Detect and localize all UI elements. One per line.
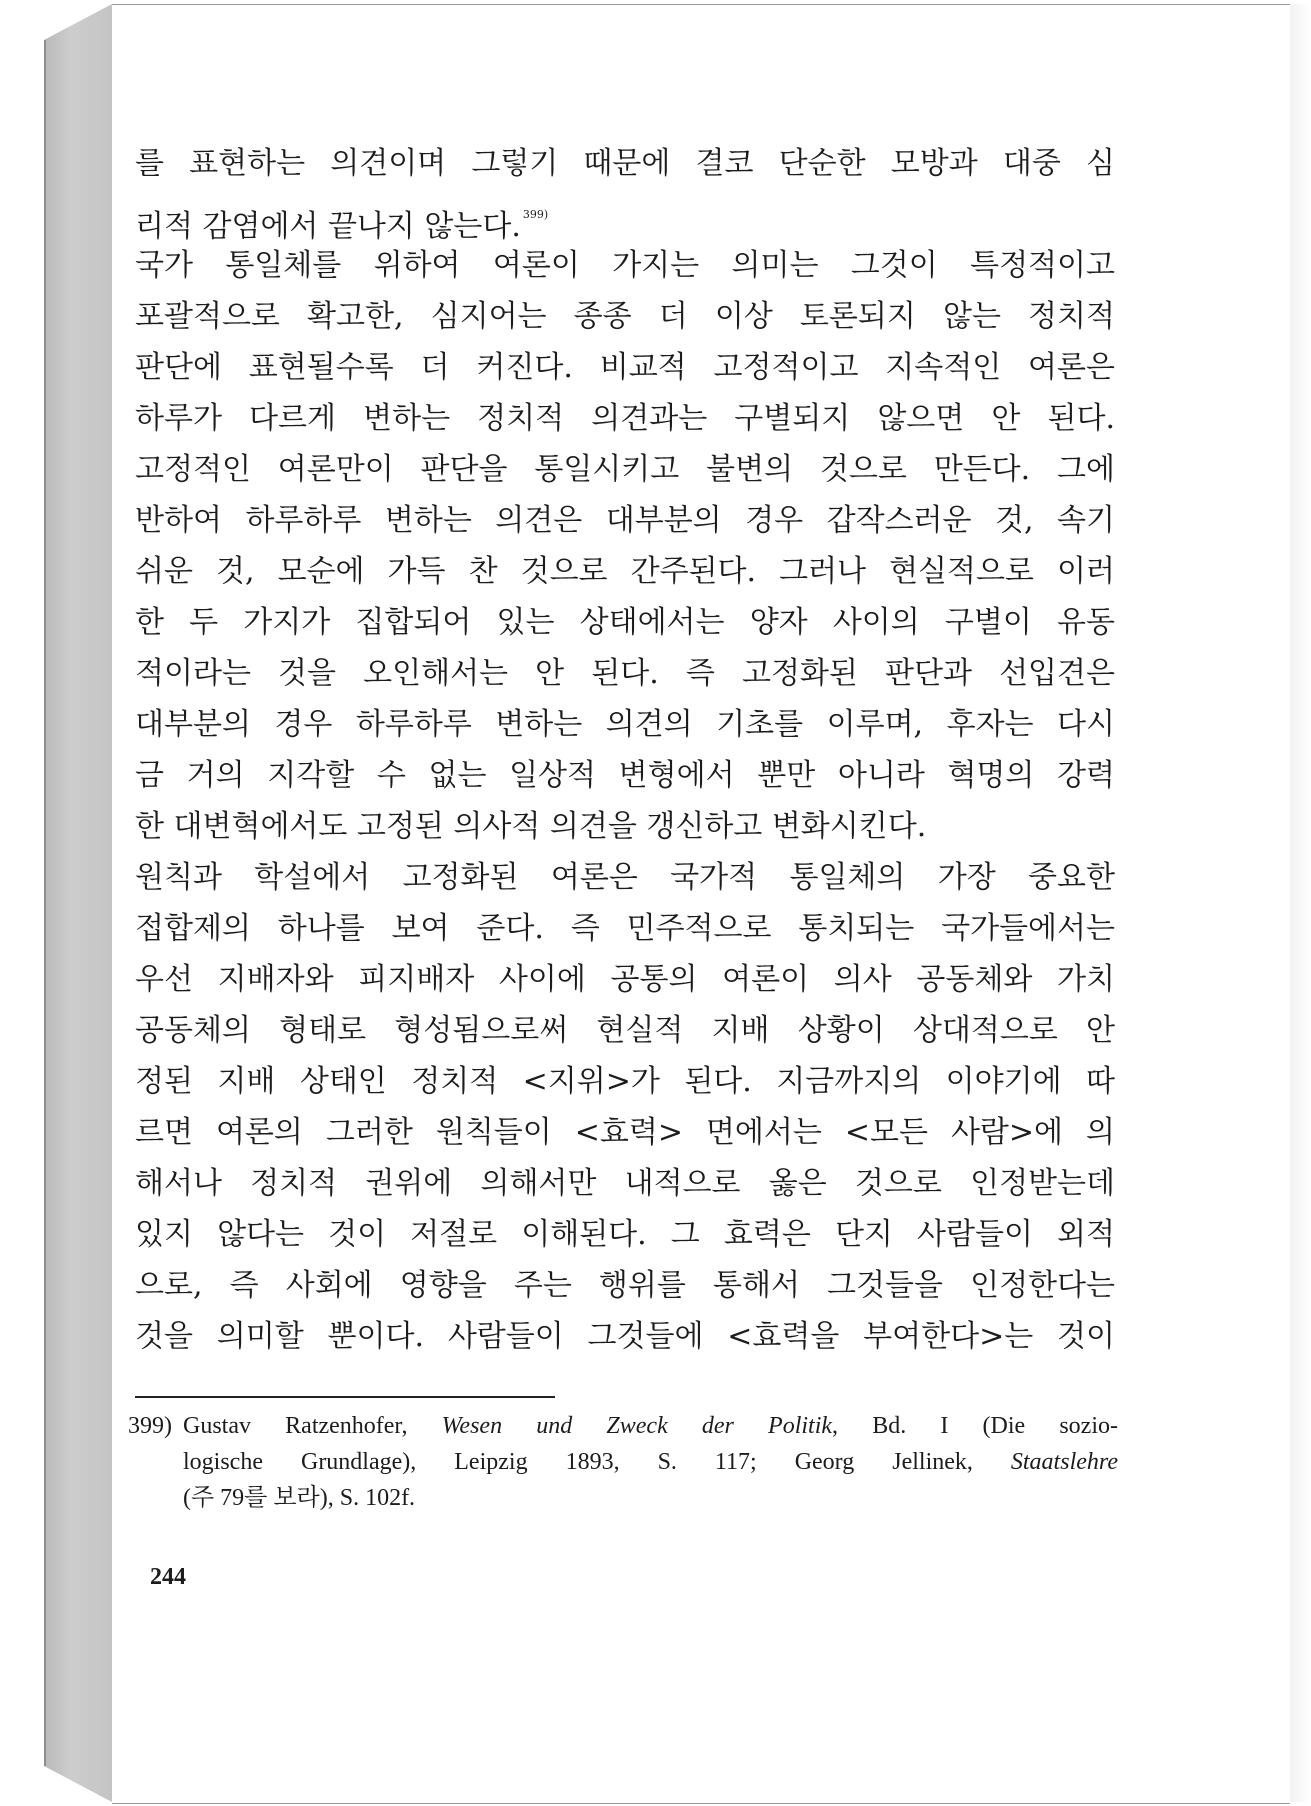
text-line: 원칙과 학설에서 고정화된 여론은 국가적 통일체의 가장 중요한 (135, 860, 1115, 895)
text-line: 를 표현하는 의견이며 그렇기 때문에 결코 단순한 모방과 대중 심 (135, 146, 1115, 181)
footnote-line: (주 79를 보라), S. 102f. (183, 1485, 416, 1511)
text-line: 하루가 다르게 변하는 정치적 의견과는 구별되지 않으면 안 된다. (135, 401, 1115, 436)
footnote-title: Staatslehre (1010, 1449, 1118, 1475)
text-line: 으로, 즉 사회에 영향을 주는 행위를 통해서 그것들을 인정한다는 (135, 1268, 1115, 1303)
body-text (135, 138, 1115, 1362)
text-line: 판단에 표현될수록 더 커진다. 비교적 고정적이고 지속적인 여론은 (135, 350, 1115, 385)
text-line: 포괄적으로 확고한, 심지어는 종종 더 이상 토론되지 않는 정치적 (135, 299, 1115, 334)
footnote (128, 1408, 1118, 1516)
footnote-line: logische Grundlage), Leipzig 1893, S. 117; Georg Jellinek, Staatslehre (183, 1449, 1118, 1475)
text-line: 정된 지배 상태인 정치적 <지위>가 된다. 지금까지의 이야기에 따 (135, 1064, 1115, 1099)
footnote-number: 399) (128, 1413, 172, 1439)
text-line: 적이라는 것을 오인해서는 안 된다. 즉 고정화된 판단과 선입견은 (135, 656, 1115, 691)
footnote-separator (135, 1396, 555, 1398)
text-line: 국가 통일체를 위하여 여론이 가지는 의미는 그것이 특정적이고 (135, 248, 1115, 283)
text-line: 고정적인 여론만이 판단을 통일시키고 불변의 것으로 만든다. 그에 (135, 452, 1115, 487)
page-edge-shadow (1290, 4, 1311, 1802)
text-line: 금 거의 지각할 수 없는 일상적 변형에서 뿐만 아니라 혁명의 강력 (135, 758, 1115, 793)
text-line: 대부분의 경우 하루하루 변하는 의견의 기초를 이루며, 후자는 다시 (135, 707, 1115, 742)
footnote-line: Gustav Ratzenhofer, Wesen und Zweck der Politik, Bd. I (Die sozio- (183, 1413, 1118, 1439)
text-line: 것을 의미할 뿐이다. 사람들이 그것들에 <효력을 부여한다>는 것이 (135, 1319, 1115, 1354)
spine-edge (44, 40, 46, 1766)
text-line: 르면 여론의 그러한 원칙들이 <효력> 면에서는 <모든 사람>에 의 (135, 1115, 1115, 1150)
footnote-reference: 399) (522, 208, 549, 221)
text-line: 리적 감염에서 끝나지 않는다. $^{399)}$ (135, 208, 549, 240)
text-line: 공동체의 형태로 형성됨으로써 현실적 지배 상황이 상대적으로 안 (135, 1013, 1115, 1048)
footnote-title: Wesen und Zweck der Politik (441, 1413, 833, 1439)
text-line: 접합제의 하나를 보여 준다. 즉 민주적으로 통치되는 국가들에서는 (135, 911, 1115, 946)
footnote-body (183, 1408, 1118, 1516)
text-line: 해서나 정치적 권위에 의해서만 내적으로 옳은 것으로 인정받는데 (135, 1166, 1115, 1201)
text-line: 한 두 가지가 집합되어 있는 상태에서는 양자 사이의 구별이 유동 (135, 605, 1115, 640)
book-spine (44, 4, 112, 1802)
text-line: 우선 지배자와 피지배자 사이에 공통의 여론이 의사 공동체와 가치 (135, 962, 1115, 997)
page-number: 244 (150, 1564, 186, 1590)
text-line: 있지 않다는 것이 저절로 이해된다. 그 효력은 단지 사람들이 외적 (135, 1217, 1115, 1252)
text-line: 쉬운 것, 모순에 가득 찬 것으로 간주된다. 그러나 현실적으로 이러 (135, 554, 1115, 589)
text-line: 한 대변혁에서도 고정된 의사적 의견을 갱신하고 변화시킨다. (135, 809, 927, 844)
text-line: 반하여 하루하루 변하는 의견은 대부분의 경우 갑작스러운 것, 속기 (135, 503, 1115, 538)
